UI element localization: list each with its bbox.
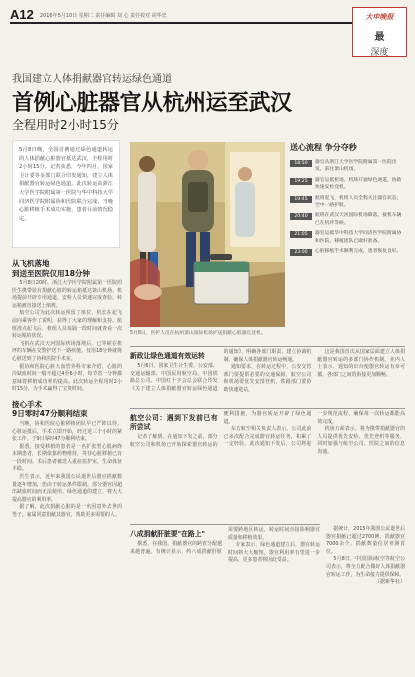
masthead-badge — [352, 7, 407, 57]
timeline-text: 器官从浙江大学医学院附属第一医院出发，前往萧山机场。 — [315, 160, 397, 173]
timeline-time: 21:05 — [290, 231, 312, 238]
airport-scene-illustration — [130, 142, 285, 327]
body-paragraph: 据悉，在我国，捐献器官的跨省分配越来越普遍。有统计显示，约八成捐献肝脏需要跨地区转运，转运时间直接影响器官质量和移植效果。 — [130, 527, 320, 555]
body-paragraph: 据了解，此次捐献心脏的是一名因意外去世的男子，家属同意捐献其器官，帮助更多需要的人。 — [12, 504, 122, 519]
timeline-entry — [290, 177, 405, 192]
timeline-title: 送心流程 争分夺秒 — [290, 143, 357, 152]
column-left — [12, 256, 122, 672]
masthead-tag-bottom: 深度 — [370, 48, 389, 58]
timeline-time: 19:45 — [290, 196, 312, 203]
timeline-text: 航班起飞，机组人员全程关注器官状态，空中一路护航。 — [315, 195, 402, 209]
timeline-time: 19:25 — [290, 178, 312, 185]
section-head-airport: 从飞机落地 到送至医院仅用18分钟 — [12, 259, 90, 278]
timeline-entry — [290, 248, 405, 256]
timeline-text: 器官运抵华中科技大学同济医学院附属协和医院，移植团队已做好准备。 — [315, 231, 402, 244]
body-paragraph: 东方航空相关负责人表示，公司此前已多次配合完成器官转运任务，积累了一定经验。此次通知下发后，公司将进一步规范流程，确保每一次转运都能高效完成。 — [223, 411, 405, 448]
masthead-brand: 大申晚报 — [365, 12, 394, 21]
timeline-text: 航班在武汉天河国际机场降落，接机车辆已在机坪等候。 — [315, 213, 402, 226]
article-signoff: （据新华社） — [374, 579, 405, 586]
timeline-text: 器官运抵机场，机场开通绿色通道，协助快速安检登机。 — [315, 177, 402, 191]
body-paragraph: 机场方面表示，将为携带捐献器官的人员提供优先安检、优先登机等服务，同时加强与航空公司、医院之间的信息沟通。 — [317, 426, 405, 455]
timeline-time: 20:40 — [290, 213, 312, 220]
page-header — [10, 6, 405, 24]
body-paragraph: 通知要求，在转运过程中，公安交管部门要提供必要的交通保障，航空公司和机场要优先安排登机，铁路部门要协助快速进站。 — [223, 364, 312, 393]
section-green-channel — [130, 346, 405, 404]
timeline-time: 23:00 — [290, 249, 312, 256]
body-paragraph: 航空公司为此次转运预留了座位，机长在起飞前向乘客作了说明，获得了大家的理解和支持。航班准点起飞后，机组人员每隔一段时间就查看一次转运箱的状况。 — [12, 310, 122, 340]
body-paragraph: 据统计，2015年我国公民逝世后器官捐献已超过2700例，捐献器官7000余个，捐献数量位居亚洲首位。 — [326, 526, 405, 555]
lead-text: 5月8日晚，全国首例通过绿色通道转运的人体捐献心脏器官抵达武汉，全程用时2小时15分。记者获悉，今年四月，国家卫计委等多部门联合印发通知，建立人体捐献器官转运绿色通道。此次转运由浙江大学医学院附属第一医院与华中科技大学同济医学院附属协和医院联合完成，当晚心脏移植手术成功实施，患者目前情况稳定。 — [19, 147, 113, 222]
body-paragraph: 飞机在武汉天河国际机场落地后，已等候在机坪的车辆在交警护送下一路疾驰，仅用18分钟就将心脏送到了协和医院手术室。 — [12, 340, 122, 362]
body-paragraph: 专家表示，绿色通道建立后，器官转运时间将大大缩短，器官利用率有望进一步提高，更多患者将因此受益。 — [228, 542, 320, 564]
section-head-airline: 航空公司：遇到下发前已有所尝试 — [130, 414, 218, 431]
photo-caption: 5月8日，医护人员在杭州萧山国际机场护送捐献心脏器官登机。 — [130, 331, 266, 336]
issue-meta: 2016年5月10日 星期二 责任编辑 刘 心 责任校对 胡华忠 — [39, 13, 167, 19]
lead-box — [12, 140, 120, 248]
section-resource — [130, 524, 320, 672]
body-paragraph: 据协和医院心脏大血管外科专家介绍，心脏的冷缺血时间一般不超过4至6小时，每节省一分钟都意味着移植成功率的提高。此次转运全程用时2小时15分，为手术赢得了宝贵时间。 — [12, 363, 122, 393]
timeline-time: 18:50 — [290, 160, 312, 167]
masthead-tag-top: 最 — [374, 32, 385, 43]
body-paragraph: 据悉，接受移植的患者是一名扩张型心肌病终末期患者，长期依靠药物维持，等待心脏移植已有一段时间。术后患者被送入重症监护室，生命体征平稳。 — [12, 443, 122, 473]
body-paragraph: 记者了解到，在通知下发之前，部分航空公司和机场已开始探索器官转运的便利措施，为器官转运开辟了绿色通道。 — [130, 411, 312, 448]
timeline-entry — [290, 230, 405, 245]
body-paragraph: 这是我国首次从国家层面建立人体捐献器官转运的多部门协作机制。业内人士表示，通知的出台使器官转运有章可循，各部门之间的衔接更加顺畅。 — [317, 349, 405, 378]
column-closing — [326, 524, 405, 672]
page-number: A12 — [10, 7, 34, 22]
section-head-resource: 八成捐献肝脏要"在路上" — [130, 530, 206, 538]
section-airline — [130, 408, 405, 520]
timeline-box — [290, 142, 405, 259]
body-paragraph: 医生表示，近年来我国公民逝世后器官捐献数量逐年增加，但由于转运条件限制，部分器官因超出缺血时间而无法使用。绿色通道的建立，将大大提高器官的利用率。 — [12, 474, 122, 503]
timeline-entry — [290, 195, 405, 210]
article-headline: 首例心脏器官从杭州运至武汉 — [12, 91, 292, 116]
body-paragraph: 5月8日，中国国际航空等航空公司表示，将全力配合做好人体捐献器官转运工作，为生命接力提供保障。 — [326, 556, 405, 578]
section-head-surgery: 接心手术 9日零时47分顺利结束 — [12, 399, 88, 419]
section-head-green-channel: 新政让绿色通道有效运转 — [130, 352, 205, 360]
article-subhead: 全程用时2小时15分 — [12, 118, 119, 132]
news-photo — [130, 142, 285, 327]
timeline-text: 心脏移植手术顺利完成，患者恢复良好。 — [315, 249, 402, 255]
body-paragraph: 5月6日，国家卫生计生委、公安部、交通运输部、中国民用航空局、中国铁路总公司、中国红十字会总会联合印发《关于建立人体捐献器官转运绿色通道的通知》，明确各部门职责，建立协调机制，确保人体捐献器官转运畅通。 — [130, 349, 312, 392]
article-kicker: 我国建立人体捐献器官转运绿色通道 — [12, 74, 172, 85]
body-paragraph: 当晚，协和医院心脏移植团队早已严阵以待。心脏运抵后，手术立即开始，经过近三个小时的紧张工作，于9日零时47分顺利结束。 — [12, 420, 122, 443]
timeline-entry — [290, 212, 405, 227]
timeline-entry — [290, 159, 405, 174]
body-paragraph: 5月8日20时，浙江大学医学院附属第一医院的医生携带装有捐献心脏的转运箱抵达萧山机场。机场提前开辟专用通道，安检人员快速完成查验，转运箱被直接送上航班。 — [12, 280, 122, 309]
